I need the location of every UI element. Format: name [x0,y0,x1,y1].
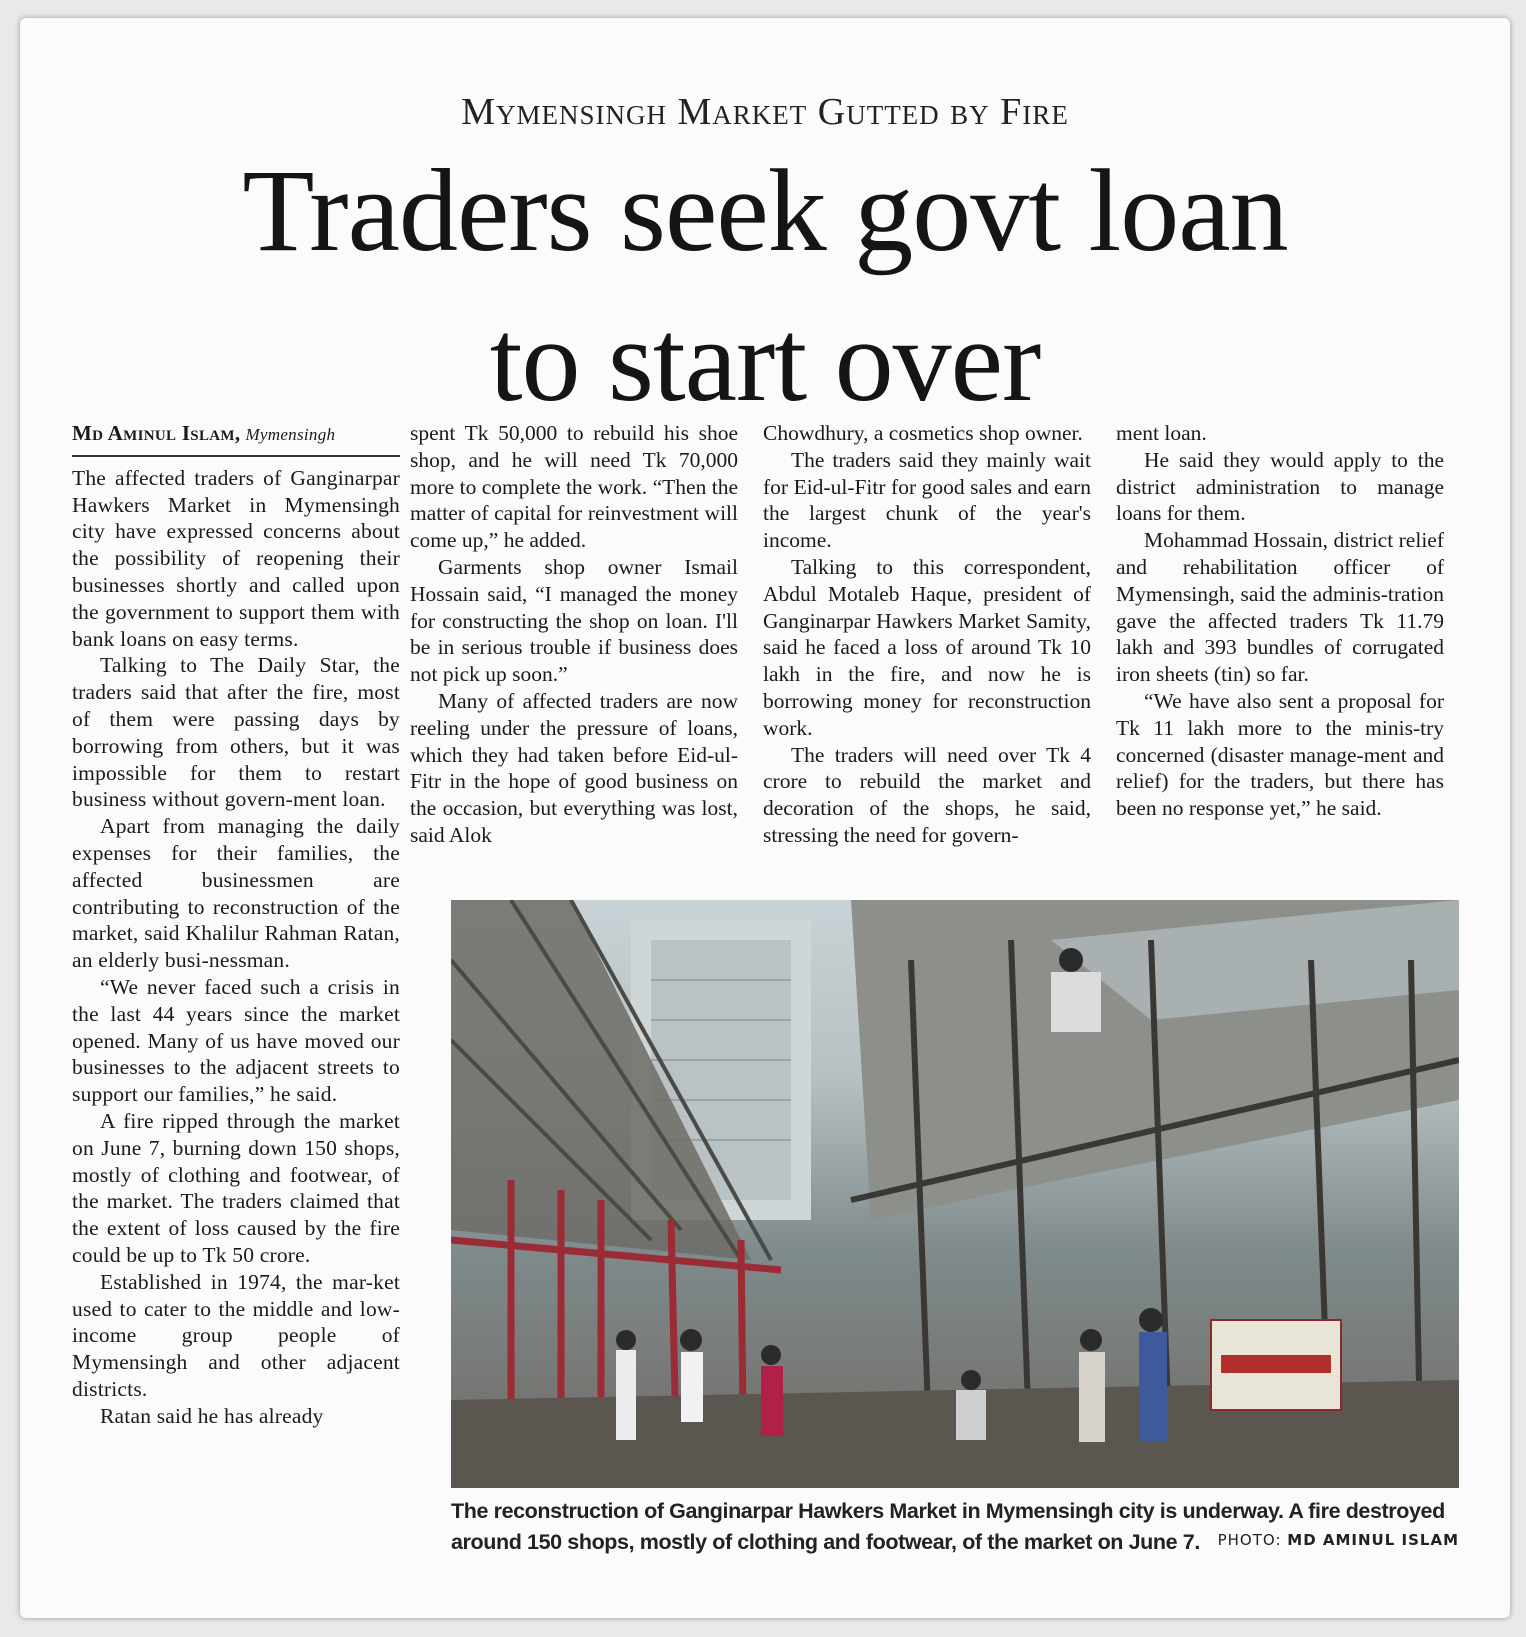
headline-line-2: to start over [489,295,1041,426]
paragraph: Garments shop owner Ismail Hossain said, “I managed the money for constructing the shop on loan. I'll be in serious trouble if business does not pick up soon.” [410,554,738,687]
column-1 [72,420,400,1429]
column-3 [763,420,1091,849]
column-4 [1116,420,1444,822]
photo-caption [451,1496,1459,1558]
paragraph: Talking to this correspondent, Abdul Motaleb Haque, president of Ganginarpar Hawkers Market Samity, said he faced a loss of around Tk 10 lakh in the fire, and now he is borrowing money for reconstruction work. [763,554,1091,740]
paragraph: ment loan. [1116,421,1207,445]
paragraph: spent Tk 50,000 to rebuild his shoe shop, and he will need Tk 70,000 more to complete the work. “Then the matter of capital for reinvestment will come up,” he added. [410,421,738,553]
photo-illustration [451,900,1459,1488]
paragraph: Mohammad Hossain, district relief and rehabilitation officer of Mymensingh, said the adminis-tration gave the affected traders Tk 11.79 lakh and 393 bundles of corrugated iron sheets (tin) so far. [1116,528,1444,687]
headline-line-1: Traders seek govt loan [242,145,1288,276]
byline-name: Md Aminul Islam, [72,421,241,445]
byline [72,420,400,457]
byline-place: Mymensingh [245,425,336,444]
newspaper-clipping [20,18,1510,1618]
headline [60,136,1470,436]
caption-text: The reconstruction of Ganginarpar Hawkers Market in Mymensingh city is underway. A fire destroyed around 150 shops, mostly of clothing and footwear, of the market on June 7. [451,1499,1445,1554]
paragraph: Many of affected traders are now reeling under the pressure of loans, which they had taken before Eid-ul-Fitr in the hope of good business on the occasion, but everything was lost, said Alok [410,688,738,847]
paragraph: Talking to The Daily Star, the traders said that after the fire, most of them were passing days by borrowing from others, but it was impossible for them to restart business without govern-ment loan. [72,653,400,812]
paragraph: He said they would apply to the district administration to manage loans for them. [1116,447,1444,526]
paragraph: Established in 1974, the mar-ket used to cater to the middle and low-income group people of Mymensingh and other adjacent districts. [72,1269,400,1401]
paragraph: The traders said they mainly wait for Eid-ul-Fitr for good sales and earn the largest chunk of the year's income. [763,447,1091,553]
paragraph: “We never faced such a crisis in the last 44 years since the market opened. Many of us have moved our businesses to the adjacent streets to support our families,” he said. [72,974,400,1107]
photo-credit-label: PHOTO: [1217,1531,1282,1549]
paragraph: “We have also sent a proposal for Tk 11 lakh more to the minis-try concerned (disaster manage-ment and relief) for the traders, but there has been no response yet,” he said. [1116,688,1444,821]
paragraph: The affected traders of Ganginarpar Hawkers Market in Mymensingh city have expressed concerns about the possibility of reopening their businesses shortly and called upon the government to support them with bank loans on easy terms. [72,465,400,651]
paragraph: A fire ripped through the market on June 7, burning down 150 shops, mostly of clothing and footwear, of the market. The traders claimed that the extent of loss caused by the fire could be up to Tk 50 crore. [72,1108,400,1267]
paragraph: Ratan said he has already [100,1403,324,1428]
photo-credit [1218,1525,1459,1556]
paragraph: Apart from managing the daily expenses for their families, the affected businessmen are contributing to reconstruction of the market, said Khalilur Rahman Ratan, an elderly busi-nessman. [72,814,400,973]
paragraph: The traders will need over Tk 4 crore to rebuild the market and decoration of the shops, he said, stressing the need for govern- [763,742,1091,847]
column-2 [410,420,738,849]
paragraph: Chowdhury, a cosmetics shop owner. [763,421,1083,445]
market-reconstruction-photo [451,900,1459,1488]
kicker: Mymensingh Market Gutted by Fire [461,91,1069,133]
photo-credit-name: MD AMINUL ISLAM [1287,1531,1459,1549]
